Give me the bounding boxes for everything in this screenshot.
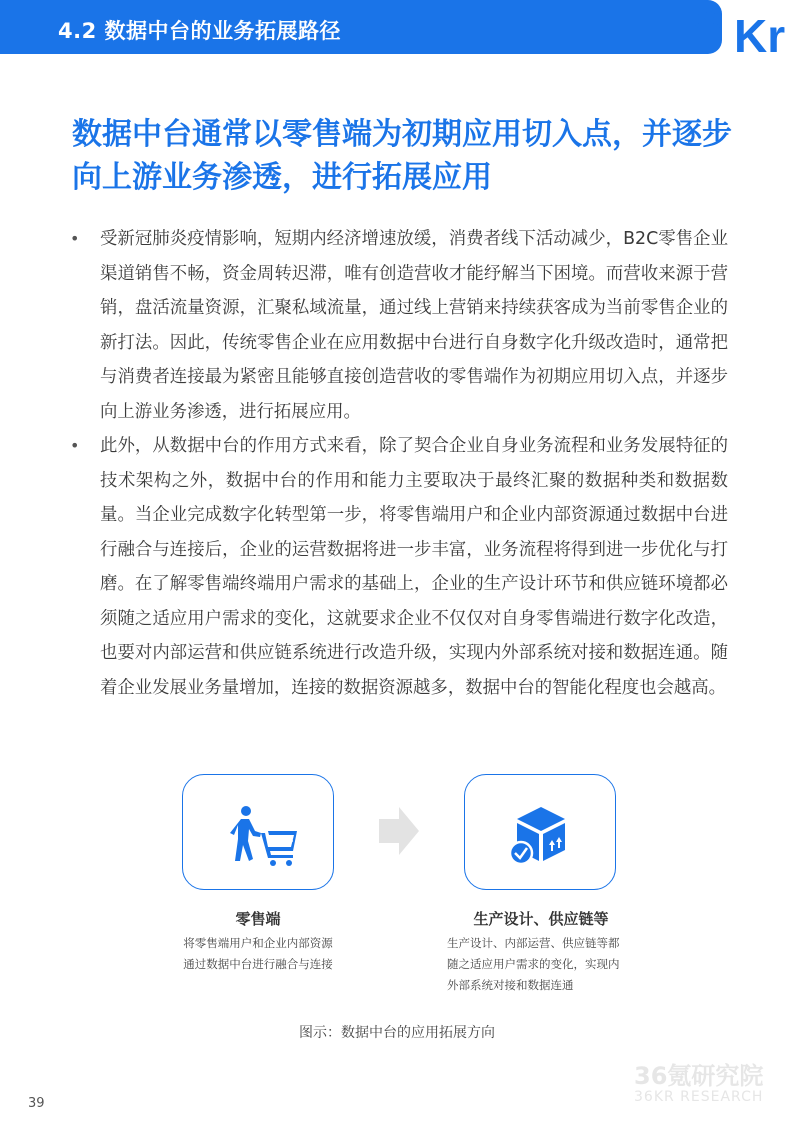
- bullet-list: [68, 222, 728, 705]
- retail-description: [168, 933, 348, 975]
- shopping-cart-person-icon: [183, 775, 335, 891]
- supply-chain-description: [447, 933, 647, 996]
- supply-box-check-icon: [465, 775, 617, 891]
- supply-chain-title: 生产设计、供应链等: [473, 910, 609, 928]
- bullet-dot-icon: •: [70, 436, 80, 455]
- section-title: 4.2 数据中台的业务拓展路径: [58, 19, 342, 43]
- watermark-cn: 36氪研究院: [634, 1062, 764, 1090]
- supply-chain-description-line: 生产设计、内部运营、供应链等都: [447, 936, 620, 950]
- headline: 数据中台通常以零售端为初期应用切入点，并逐步向上游业务渗透，进行拓展应用: [72, 117, 732, 195]
- supply-chain-description-line: 随之适应用户需求的变化，实现内: [447, 957, 620, 971]
- bullet-text: 受新冠肺炎疫情影响，短期内经济增速放缓，消费者线下活动减少，B2C零售企业渠道销售不畅，资金周转迟滞，唯有创造营收才能纾解当下困境。而营收来源于营销，盘活流量资源，汇聚私域流量，通过线上营销来持续获客成为当前零售企业的新打法。因此，传统零售企业在应用数据中台进行自身数字化升级改造时，通常把与消费者连接最为紧密且能够直接创造营收的零售端作为初期应用切入点，并逐步向上游业务渗透，进行拓展应用。: [100, 229, 728, 422]
- retail-description-line: 将零售端用户和企业内部资源: [183, 936, 333, 950]
- retail-title: 零售端: [235, 910, 281, 928]
- bullet-dot-icon: •: [70, 229, 80, 248]
- section-header-bar: [0, 0, 722, 54]
- right-arrow-icon: [377, 805, 421, 857]
- retail-description-line: 通过数据中台进行融合与连接: [183, 957, 333, 971]
- page-number: 39: [28, 1096, 45, 1111]
- supply-chain-box: [464, 774, 616, 890]
- svg-text:36: 36: [694, 4, 723, 34]
- bullet-text: 此外，从数据中台的作用方式来看，除了契合企业自身业务流程和业务发展特征的技术架构之外，数据中台的作用和能力主要取决于最终汇聚的数据种类和数据数量。当企业完成数字化转型第一步，将零售端用户和企业内部资源通过数据中台进行融合与连接后，企业的运营数据将进一步丰富，业务流程将得到进一步优化与打磨。在了解零售端终端用户需求的基础上，企业的生产设计环节和供应链环境都必须随之适应用户需求的变化，这就要求企业不仅仅对自身零售端进行数字化改造，也要对内部运营和供应链系统进行改造升级，实现内外部系统对接和数据连通。随着企业发展业务量增加，连接的数据资源越多，数据中台的智能化程度也会越高。: [100, 436, 728, 698]
- logo-36kr: [690, 0, 794, 54]
- bullet-item: [68, 222, 728, 429]
- svg-text:Kr: Kr: [734, 10, 786, 54]
- watermark-en: 36KR RESEARCH: [634, 1089, 764, 1105]
- supply-chain-description-line: 外部系统对接和数据连通: [447, 978, 574, 992]
- figure-caption: 图示：数据中台的应用拓展方向: [299, 1025, 495, 1041]
- retail-box: [182, 774, 334, 890]
- bullet-item: [68, 429, 728, 705]
